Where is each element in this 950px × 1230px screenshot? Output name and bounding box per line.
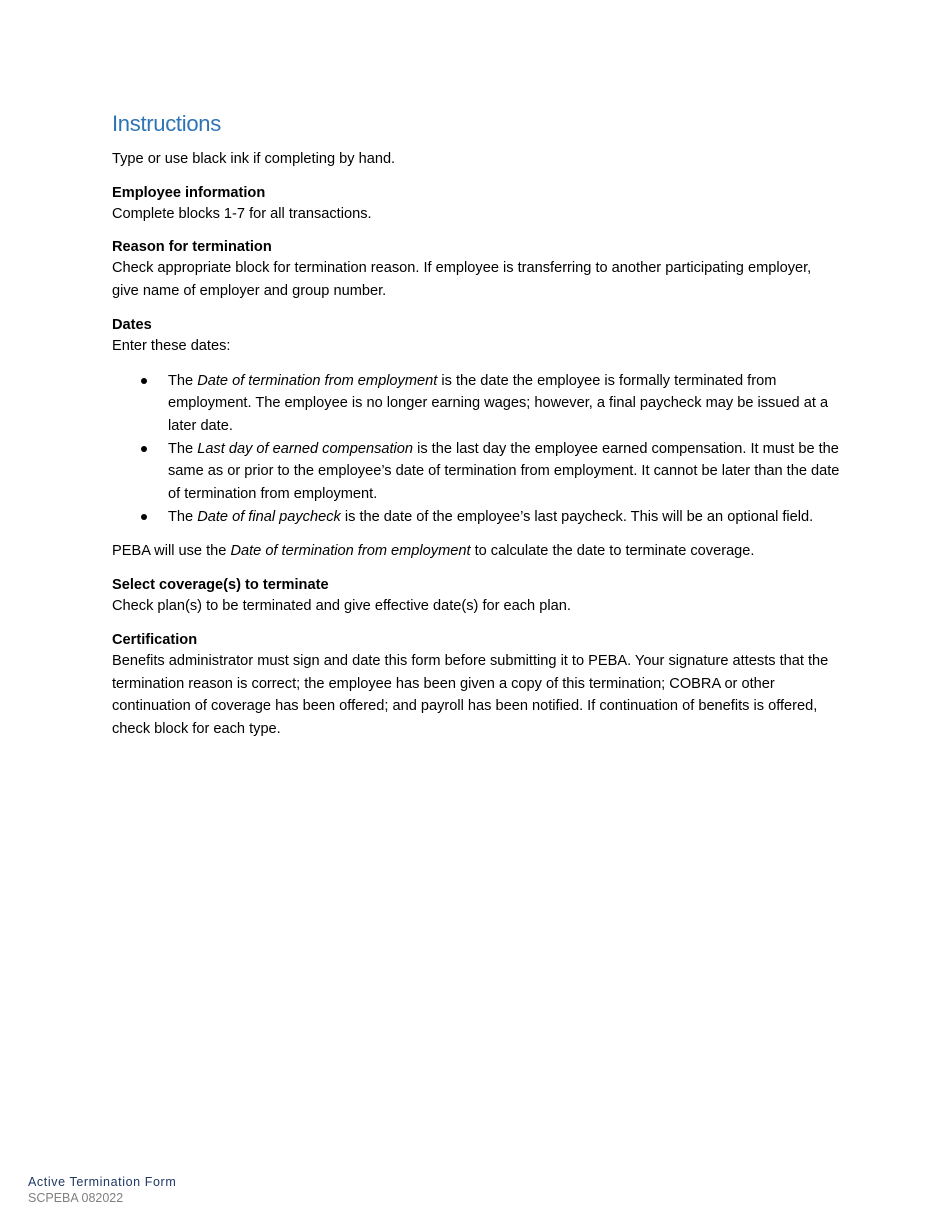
reason-section — [112, 237, 842, 302]
employee-info-heading: Employee information — [112, 184, 266, 201]
date-term: Last day of earned compensation — [197, 440, 414, 457]
instructions-page — [112, 110, 842, 741]
dates-text: Enter these dates: — [112, 337, 231, 354]
intro-text: Type or use black ink if completing by hand. — [112, 151, 396, 167]
dates-section — [112, 315, 842, 563]
reason-heading: Reason for termination — [112, 239, 272, 256]
date-term: Date of termination from employment — [197, 372, 438, 389]
date-term: Date of final paycheck — [197, 508, 341, 525]
certification-text: Benefits administrator must sign and date this form before submitting it to PEBA. Your signature attests that the termination reason is correct; the employee has been given a copy of this termination; COBRA or other continuation of coverage has been offered; and payroll has been notified. If continuation of benefits is offered, check block for each type. — [112, 652, 829, 737]
certification-section — [112, 630, 842, 741]
dates-bullet-list — [112, 370, 842, 529]
dates-heading: Dates — [112, 316, 152, 333]
list-item: The Date of final paycheck is the date of the employee’s last paycheck. This will be an optional field. — [168, 506, 842, 529]
list-item: The Date of termination from employment is the date the employee is formally terminated from employment. The employee is no longer earning wages; however, a final paycheck may be issued at a later date. — [168, 370, 842, 438]
certification-heading: Certification — [112, 631, 198, 648]
dates-after-text: PEBA will use the Date of termination from employment to calculate the date to terminate coverage. — [112, 543, 755, 560]
coverage-text: Check plan(s) to be terminated and give effective date(s) for each plan. — [112, 598, 571, 615]
list-item: The Last day of earned compensation is the last day the employee earned compensation. It must be the same as or prior to the employee’s date of termination from employment. It cannot be later than the date of termination from employment. — [168, 438, 842, 506]
date-term: Date of termination from employment — [230, 543, 471, 560]
page-footer — [28, 1174, 176, 1206]
employee-info-text: Complete blocks 1-7 for all transactions. — [112, 205, 372, 222]
coverage-section — [112, 575, 842, 618]
footer-form-code: SCPEBA 082022 — [28, 1191, 124, 1205]
coverage-heading: Select coverage(s) to terminate — [112, 577, 329, 594]
employee-info-section — [112, 183, 842, 226]
reason-text: Check appropriate block for termination reason. If employee is transferring to another participating employer, give name of employer and group number. — [112, 260, 812, 300]
footer-form-name: Active Termination Form — [28, 1175, 177, 1189]
page-title: Instructions — [112, 111, 221, 136]
